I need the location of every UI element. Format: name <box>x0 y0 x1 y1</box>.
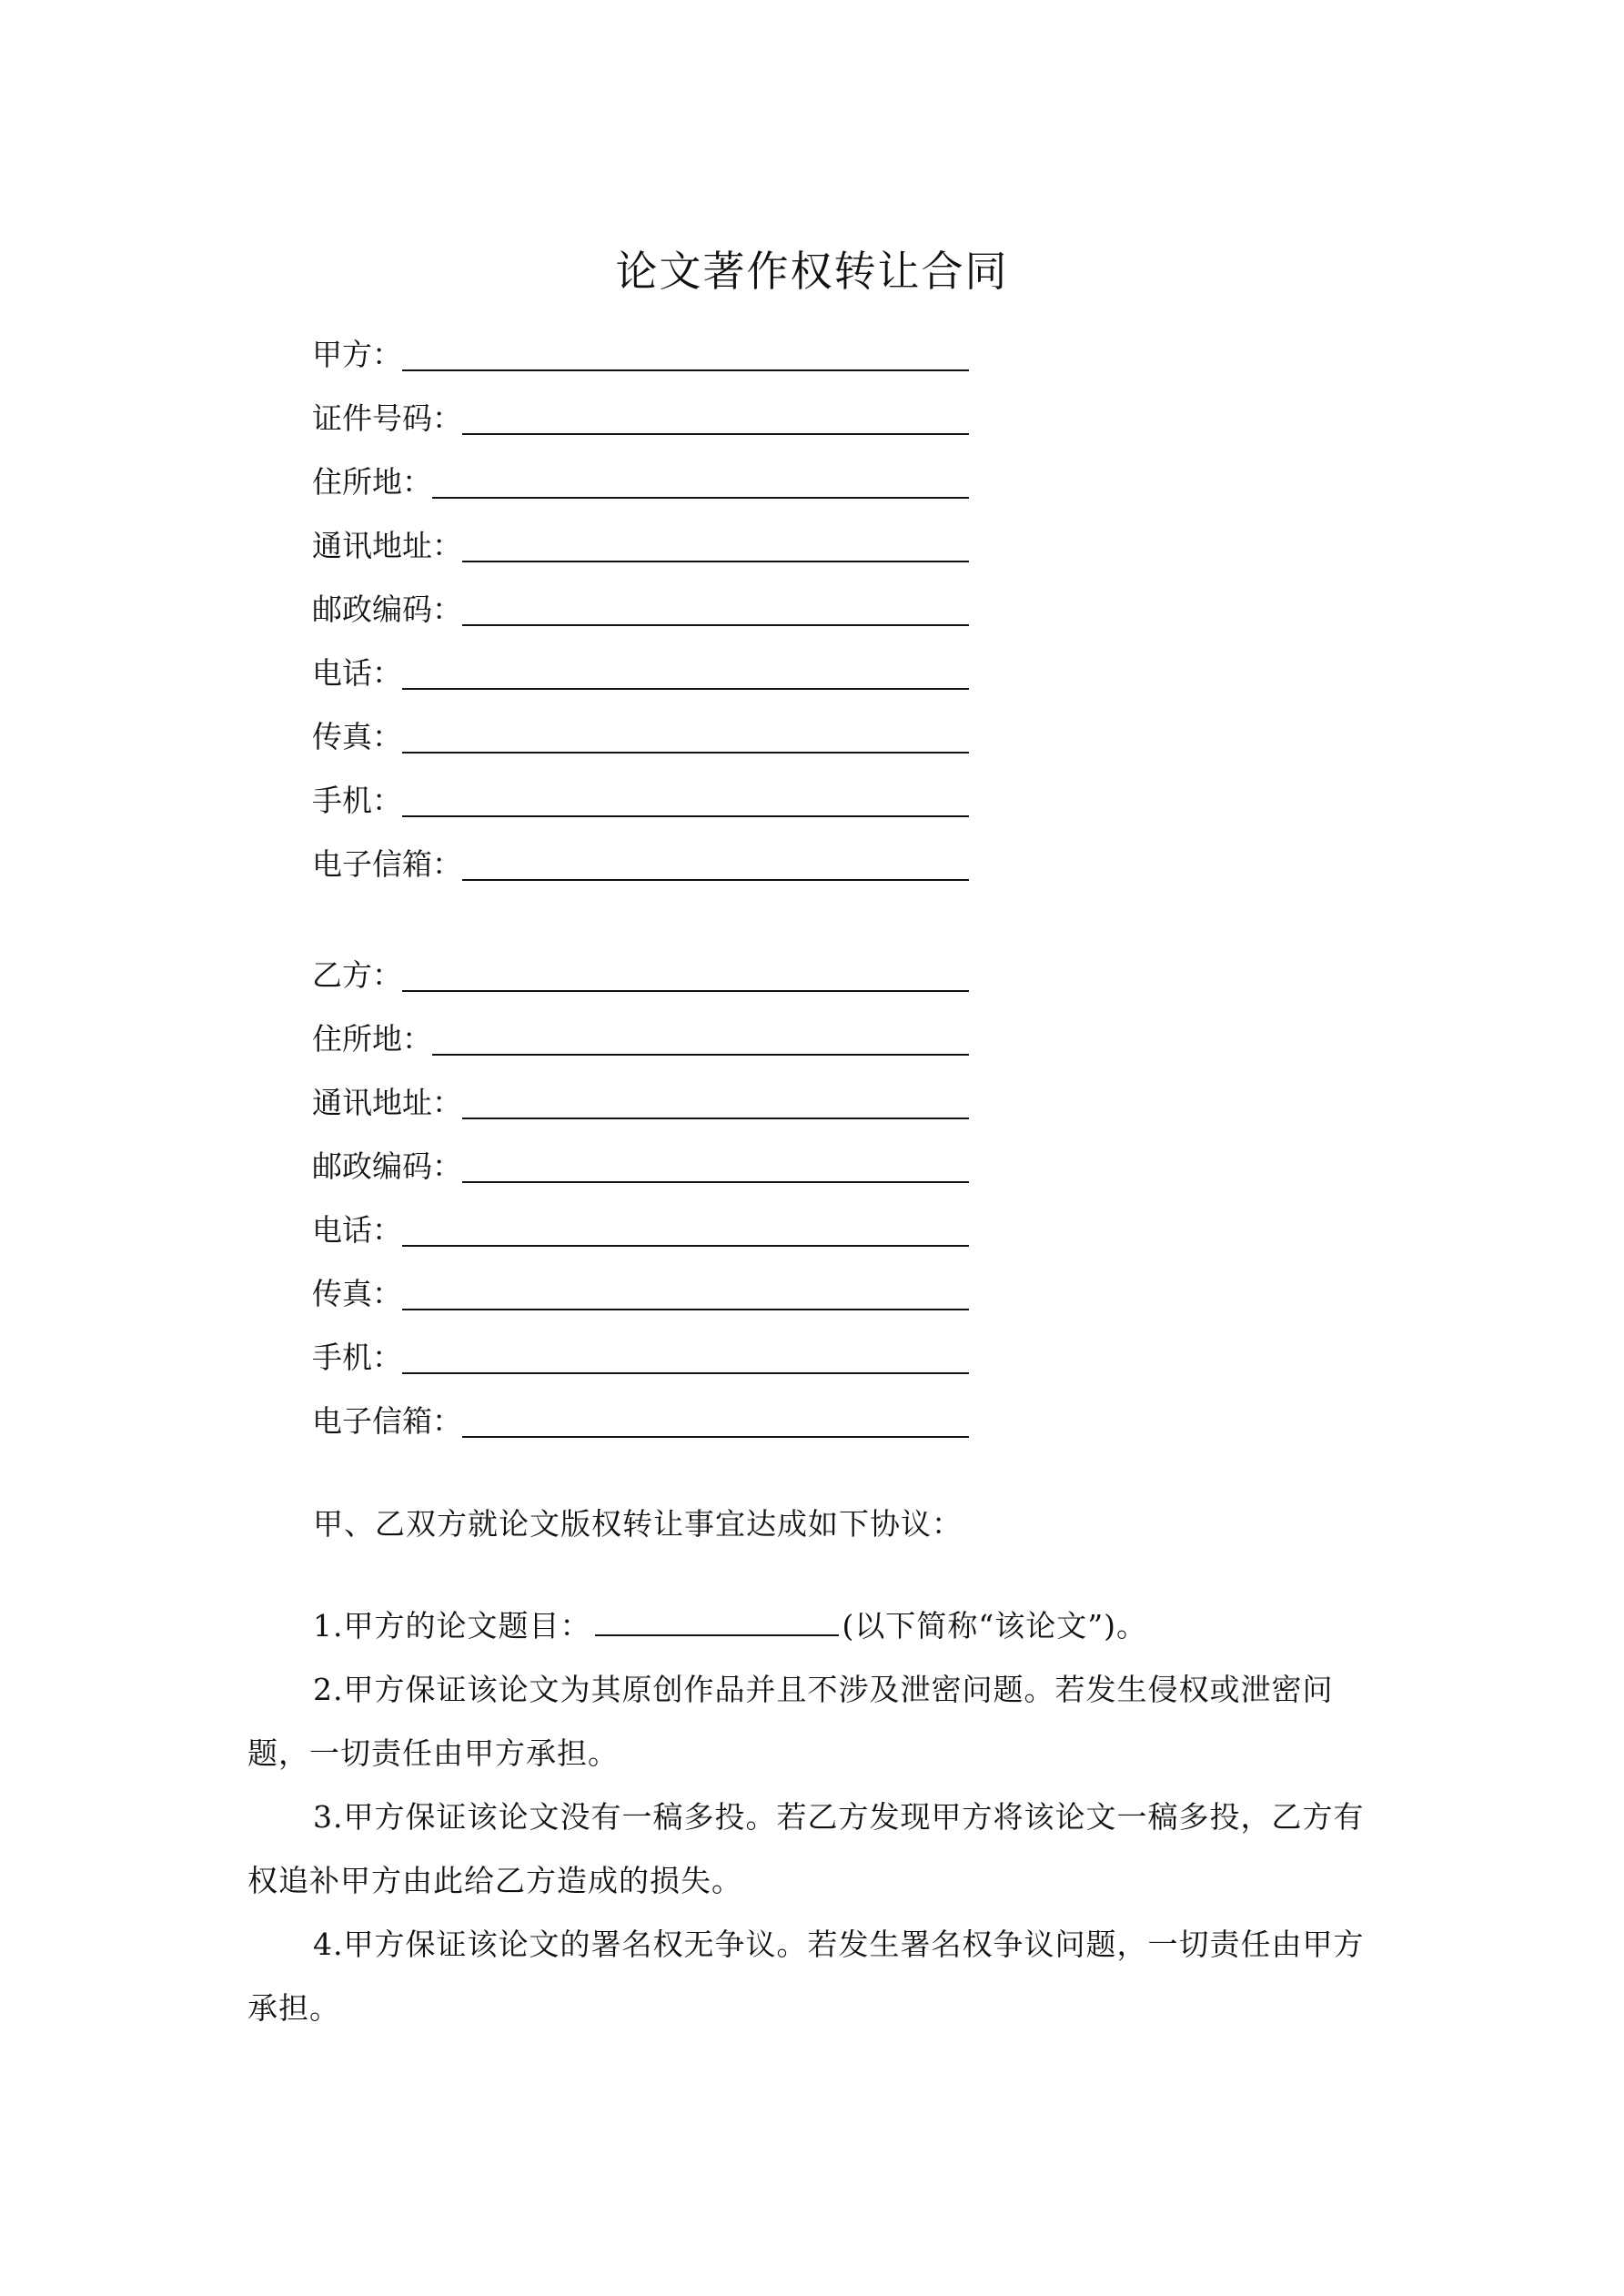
party-a-mailing-address-field <box>312 521 969 566</box>
party-b-residence-label: 住所地： <box>312 1021 432 1057</box>
party-a-id-number-field <box>312 393 969 439</box>
party-b-name-field <box>312 950 969 996</box>
party-a-name-label: 甲方： <box>312 337 402 372</box>
party-a-mailing-address-label: 通讯地址： <box>312 528 462 563</box>
party-a-postal-code-label: 邮政编码： <box>312 592 462 627</box>
party-a-id-number-label: 证件号码： <box>312 400 462 436</box>
party-b-email-blank[interactable] <box>462 1405 969 1438</box>
agreement-intro <box>247 1492 1385 1556</box>
party-a-id-number-blank[interactable] <box>462 402 969 435</box>
party-a-phone-label: 电话： <box>312 655 402 691</box>
clause-1-lead: 1.甲方的论文题目： <box>313 1608 591 1644</box>
party-b-postal-code-field <box>312 1141 969 1187</box>
party-a-email-field <box>312 839 969 885</box>
clause-4-text: 4.甲方保证该论文的署名权无争议。若发生署名权争议问题，一切责任由甲方承担。 <box>247 1927 1365 2026</box>
party-b-email-label: 电子信箱： <box>312 1403 462 1439</box>
party-a-phone-field <box>312 648 969 693</box>
party-b-mailing-address-blank[interactable] <box>462 1087 969 1119</box>
party-a-name-blank[interactable] <box>402 339 969 371</box>
party-a-fax-label: 传真： <box>312 719 402 754</box>
party-b-postal-code-blank[interactable] <box>462 1150 969 1183</box>
thesis-title-blank[interactable] <box>595 1607 839 1636</box>
party-a-fax-blank[interactable] <box>402 721 969 754</box>
party-b-email-field <box>312 1396 969 1441</box>
party-a-mailing-address-blank[interactable] <box>462 530 969 562</box>
party-b-phone-field <box>312 1205 969 1250</box>
party-a-email-blank[interactable] <box>462 848 969 881</box>
party-b-name-blank[interactable] <box>402 959 969 992</box>
party-b-residence-blank[interactable] <box>432 1023 969 1056</box>
clause-1 <box>247 1594 1385 1658</box>
agreement-intro-text: 甲、乙双方就论文版权转让事宜达成如下协议： <box>313 1506 963 1542</box>
party-a-phone-blank[interactable] <box>402 657 969 690</box>
party-a-mobile-blank[interactable] <box>402 784 969 817</box>
party-b-mobile-label: 手机： <box>312 1340 402 1375</box>
party-b-fax-blank[interactable] <box>402 1278 969 1310</box>
party-b-fax-label: 传真： <box>312 1276 402 1311</box>
party-b-phone-label: 电话： <box>312 1212 402 1248</box>
party-b-residence-field <box>312 1014 969 1059</box>
party-a-residence-blank[interactable] <box>432 466 969 499</box>
party-a-postal-code-blank[interactable] <box>462 593 969 626</box>
party-b-mobile-field <box>312 1332 969 1378</box>
party-a-residence-label: 住所地： <box>312 464 432 500</box>
clause-4 <box>247 1913 1385 2040</box>
party-b-fax-field <box>312 1269 969 1314</box>
party-b-mailing-address-field <box>312 1077 969 1123</box>
party-a-email-label: 电子信箱： <box>312 846 462 882</box>
party-b-mobile-blank[interactable] <box>402 1341 969 1374</box>
clause-3 <box>247 1785 1385 1913</box>
clause-2 <box>247 1658 1385 1785</box>
party-a-mobile-label: 手机： <box>312 783 402 818</box>
party-b-phone-blank[interactable] <box>402 1214 969 1247</box>
clause-3-text: 3.甲方保证该论文没有一稿多投。若乙方发现甲方将该论文一稿多投，乙方有权追补甲方由此给乙方造成的损失。 <box>247 1799 1365 1898</box>
party-a-name-field <box>312 329 969 375</box>
party-a-residence-field <box>312 457 969 502</box>
party-a-postal-code-field <box>312 584 969 630</box>
clause-2-text: 2.甲方保证该论文为其原创作品并且不涉及泄密问题。若发生侵权或泄密问题，一切责任由甲方承担。 <box>247 1672 1334 1771</box>
party-b-postal-code-label: 邮政编码： <box>312 1148 462 1184</box>
clause-1-tail: (以下简称“该论文”)。 <box>842 1608 1147 1644</box>
party-a-mobile-field <box>312 775 969 821</box>
party-b-mailing-address-label: 通讯地址： <box>312 1085 462 1120</box>
document-title: 论文著作权转让合同 <box>615 247 1009 296</box>
party-a-fax-field <box>312 712 969 757</box>
party-b-name-label: 乙方： <box>312 957 402 993</box>
